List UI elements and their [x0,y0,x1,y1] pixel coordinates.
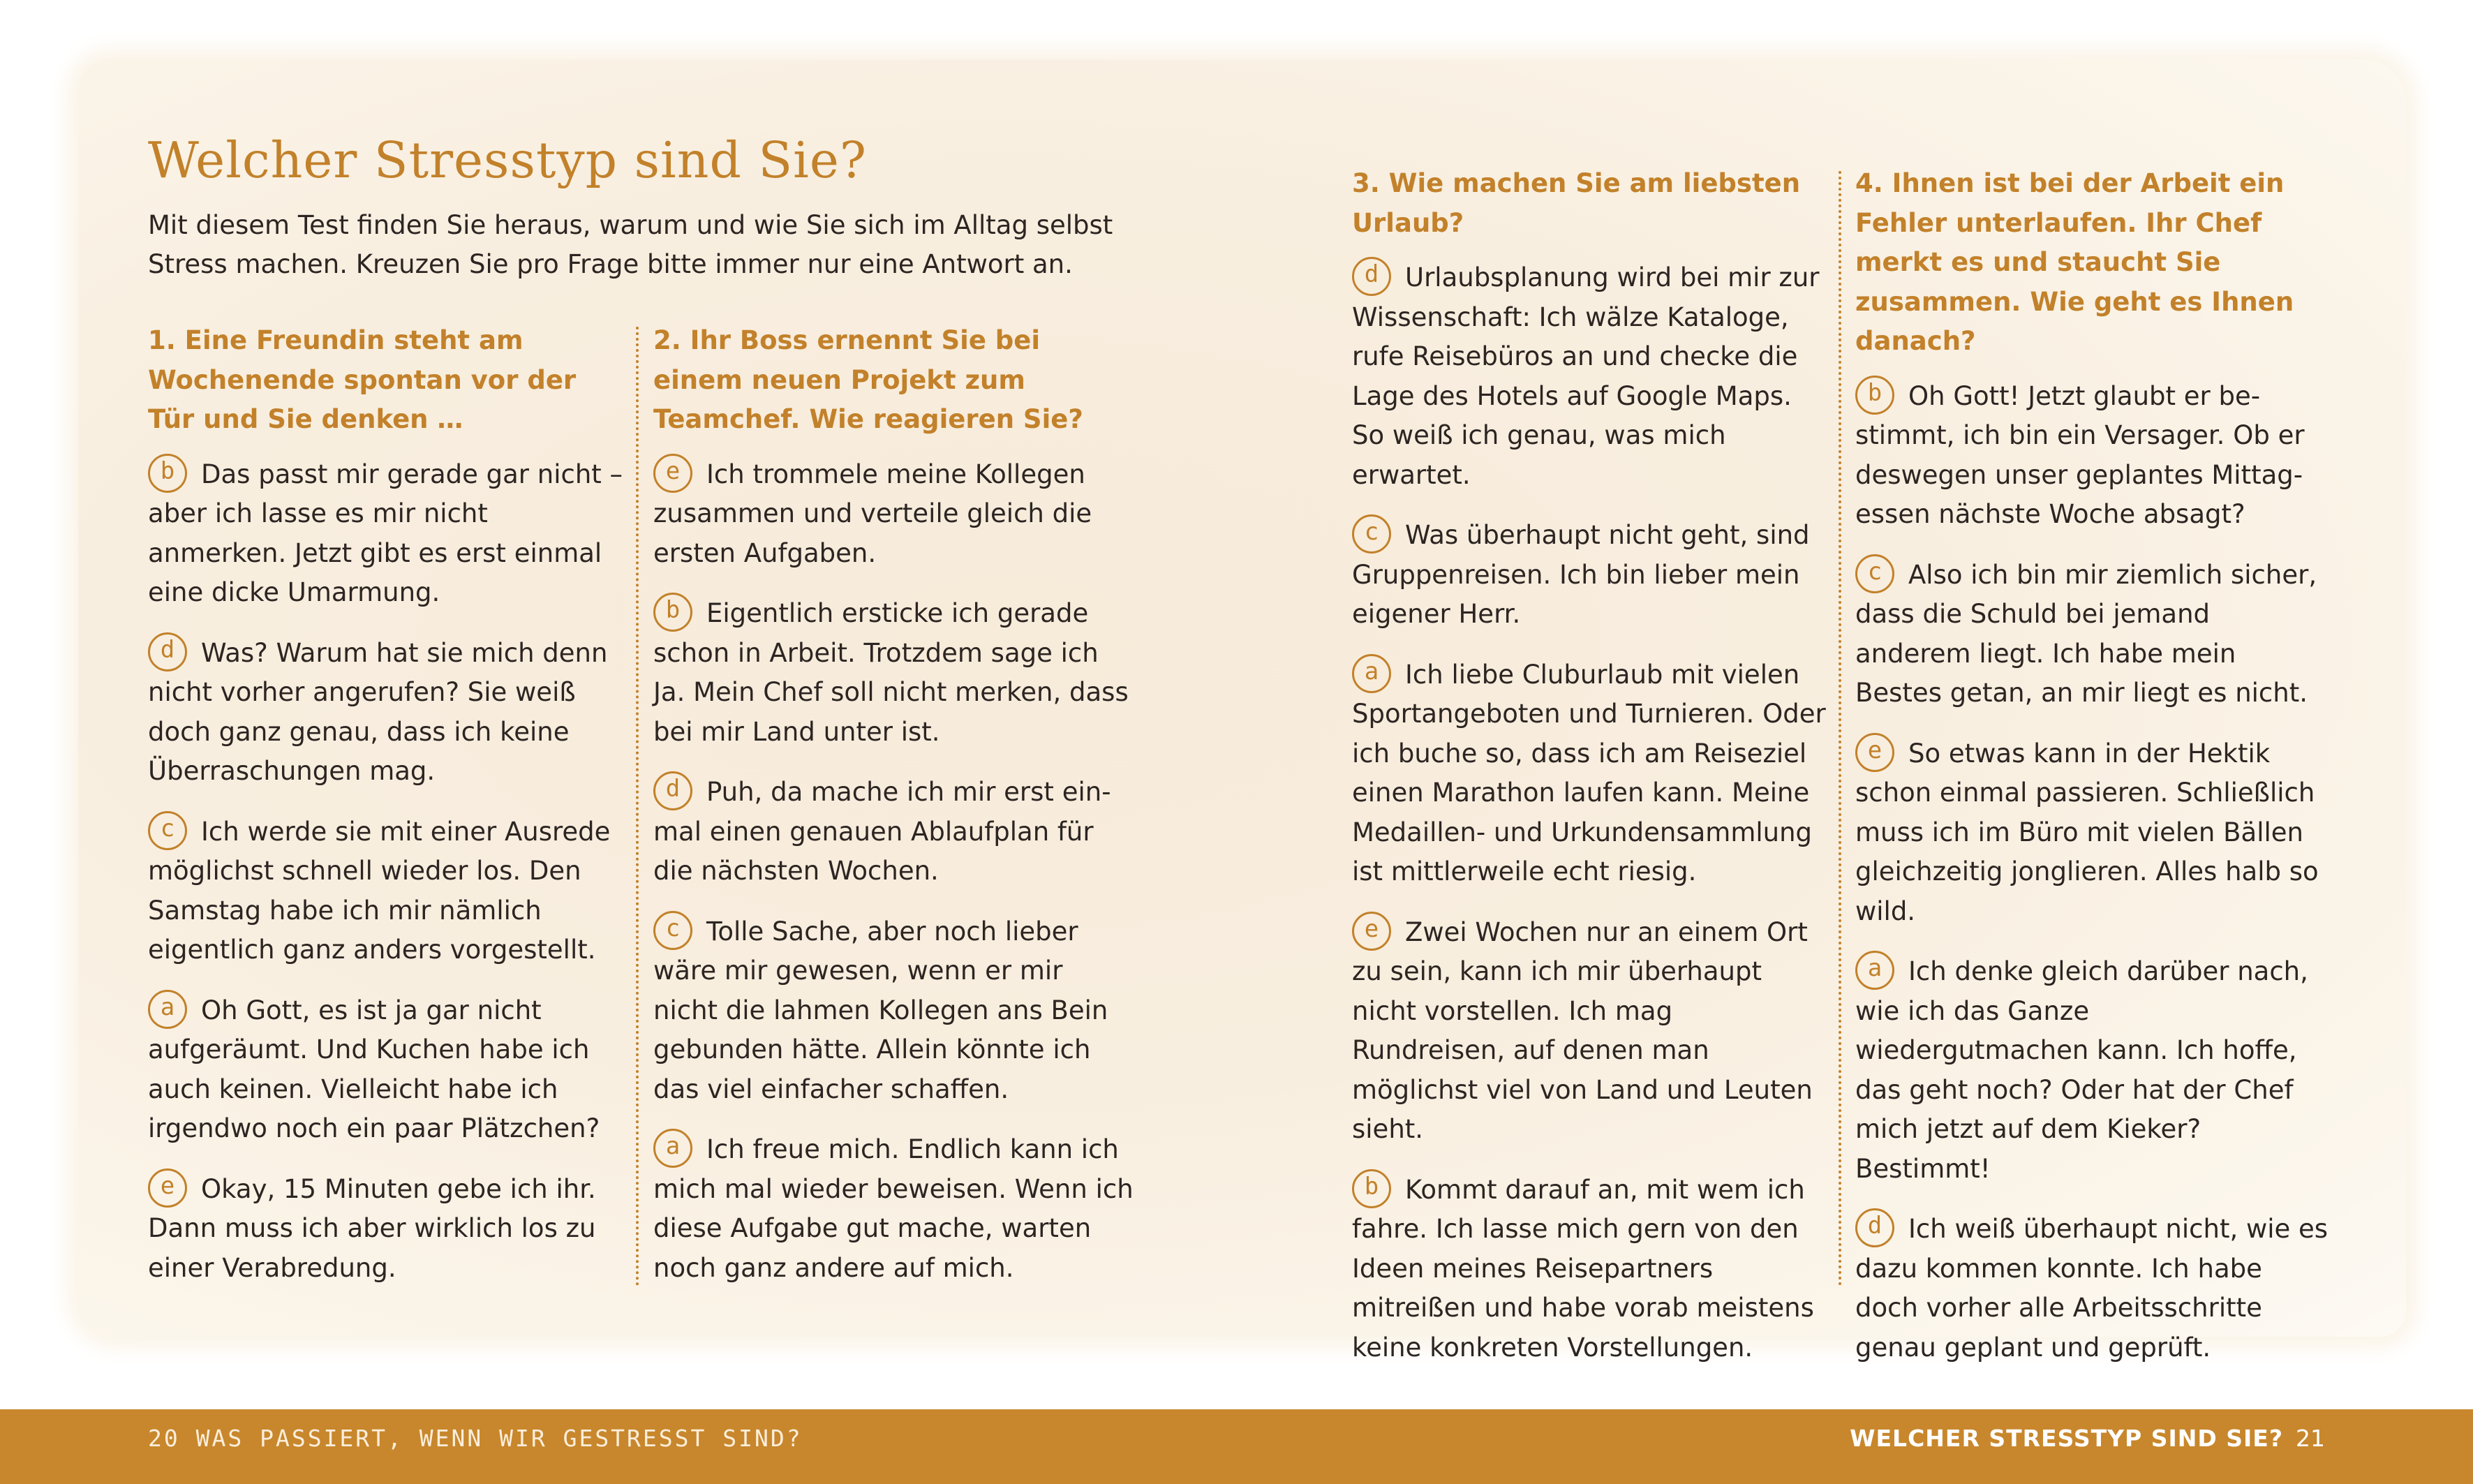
answer-option[interactable] [653,593,1135,752]
answer-option[interactable] [148,811,630,970]
answer-text: Okay, 15 Minuten gebe ich ihr. Dann muss ich aber wirklich los zu einer Verabredung. [148,1173,596,1283]
answer-option[interactable] [1855,1208,2330,1367]
answer-letter-badge: b [148,454,187,493]
answer-option[interactable] [1352,514,1827,635]
answer-text: Ich denke gleich darüber nach, wie ich das Ganze wiedergutmachen kann. Ich hoffe, das geht noch? Oder hat der Chef mich jetzt auf dem Kieker? Bestimmt! [1855,956,2308,1184]
answer-text: Was überhaupt nicht geht, sind Gruppenreisen. Ich bin lieber mein eigener Herr. [1352,520,1810,629]
column-divider [1839,171,1841,1286]
question-block-1 [148,321,630,1307]
answer-letter-badge: e [1855,733,1894,772]
answer-option[interactable] [653,771,1135,891]
footer-right [1850,1409,2325,1467]
answer-text: Das passt mir gerade gar nicht – aber ich lasse es mir nicht anmerken. Jetzt gibt es erst einmal eine dicke Umarmung. [148,459,623,607]
answer-letter-badge: c [653,911,692,950]
answer-option[interactable] [1855,951,2330,1189]
page-title: Welcher Stresstyp sind Sie? [148,131,867,189]
answer-option[interactable] [148,990,630,1149]
answer-option[interactable] [148,1168,630,1289]
intro-text: Mit diesem Test finden Sie heraus, warum und wie Sie sich im Alltag selbst Stress machen. Kreuzen Sie pro Frage bitte immer nur eine Antwort an. [148,210,1113,279]
answer-text: Tolle Sache, aber noch lieber wäre mir gewesen, wenn er mir nicht die lahmen Kollegen ans Bein gebunden hätte. Allein könnte ich das viel einfacher schaffen. [653,916,1108,1104]
question-block-4 [1855,164,2330,1387]
answer-letter-badge: b [653,593,692,632]
answer-letter-badge: c [148,811,187,850]
answer-letter-badge: e [1352,912,1391,951]
answer-option[interactable] [653,454,1135,574]
answer-text: Also ich bin mir ziemlich sicher, dass die Schuld bei jemand anderem liegt. Ich habe mein Bestes getan, an mir liegt es nicht. [1855,559,2317,708]
answer-letter-badge: c [1352,514,1391,554]
answer-text: Urlaubsplanung wird bei mir zur Wissenschaft: Ich wälze Kataloge, rufe Reisebüros an und checke die Lage des Hotels auf Google Maps. So weiß ich genau, was mich erwartet. [1352,262,1820,490]
answer-text: Puh, da mache ich mir erst einmal einen genauen Ablaufplan für die nächsten Wochen. [653,777,1111,886]
footer-left [148,1409,803,1467]
column-divider [636,327,639,1286]
answer-letter-badge: b [1352,1169,1391,1208]
answer-option[interactable] [1855,554,2330,713]
answer-letter-badge: a [653,1129,692,1168]
answer-option[interactable] [1855,733,2330,932]
question-block-3 [1352,164,1827,1387]
answer-option[interactable] [148,632,630,792]
answer-letter-badge: a [1352,654,1391,693]
answer-option[interactable] [1352,257,1827,495]
answer-text: Was? Warum hat sie mich denn nicht vorher angerufen? Sie weiß doch ganz genau, dass ich keine Überraschungen mag. [148,637,608,786]
section-title-left: WAS PASSIERT, WENN WIR GESTRESST SIND? [195,1425,803,1452]
answer-text: Ich trommele meine Kollegen zusammen und verteile gleich die ersten Aufgaben. [653,459,1092,568]
answer-letter-badge: d [148,632,187,671]
question-heading: 4. Ihnen ist bei der Arbeit ein Fehler unterlaufen. Ihr Chef merkt es und staucht Sie zusammen. Wie geht es Ihnen danach? [1855,168,2294,356]
answer-text: Eigentlich ersticke ich gerade schon in Arbeit. Trotzdem sage ich Ja. Mein Chef soll nicht merken, dass bei mir Land unter ist. [653,598,1129,747]
answer-letter-badge: e [653,454,692,493]
answer-letter-badge: d [1352,257,1391,296]
answer-letter-badge: d [653,771,692,810]
answer-text: Oh Gott, es ist ja gar nicht aufgeräumt. Und Kuchen habe ich auch keinen. Vielleicht habe ich irgendwo noch ein paar Plätzchen? [148,995,600,1143]
answer-letter-badge: a [148,990,187,1029]
answer-letter-badge: c [1855,554,1894,593]
answer-letter-badge: d [1855,1208,1894,1247]
answer-text: So etwas kann in der Hektik schon einmal passieren. Schließlich muss ich im Büro mit vielen Bällen gleichzeitig jonglieren. Alles halb so wild. [1855,738,2319,926]
answer-text: Ich weiß überhaupt nicht, wie es dazu kommen konnte. Ich habe doch vorher alle Arbeitsschritte genau geplant und geprüft. [1855,1214,2329,1363]
answer-option[interactable] [653,911,1135,1110]
question-heading: 2. Ihr Boss ernennt Sie bei einem neuen Projekt zum Teamchef. Wie reagieren Sie? [653,325,1083,434]
answer-text: Ich liebe Cluburlaub mit vielen Sportangeboten und Turnieren. Oder ich buche so, dass ich am Reiseziel einen Marathon laufen kann. Meine Medaillen- und Urkundensammlung ist mittlerweile echt riesig. [1352,659,1826,886]
answer-text: Kommt darauf an, mit wem ich fahre. Ich lasse mich gern von den Ideen meines Reisepartners mitreißen und habe vorab meistens keine konkreten Vorstellungen. [1352,1174,1814,1363]
footer-bar [0,1409,2473,1484]
answer-text: Ich freue mich. Endlich kann ich mich mal wieder beweisen. Wenn ich diese Aufgabe gut mache, warten noch ganz andere auf mich. [653,1134,1134,1283]
page-number-left: 20 [148,1425,180,1452]
answer-text: Ich werde sie mit einer Ausrede möglichst schnell wieder los. Den Samstag habe ich mir nämlich eigentlich ganz anders vorgestellt. [148,816,611,965]
answer-letter-badge: e [148,1168,187,1208]
question-heading: 1. Eine Freundin steht am Wochenende spontan vor der Tür und Sie denken … [148,325,577,434]
answer-option[interactable] [1352,654,1827,892]
answer-text: Zwei Wochen nur an einem Ort zu sein, kann ich mir überhaupt nicht vorstellen. Ich mag Rundreisen, auf denen man möglichst viel von Land und Leuten sieht. [1352,917,1813,1144]
section-title-right: WELCHER STRESSTYP SIND SIE? [1850,1425,2283,1452]
question-block-2 [653,321,1135,1307]
answer-text: Oh Gott! Jetzt glaubt er bestimmt, ich bin ein Versager. Ob er deswegen unser geplantes Mittagessen nächste Woche absagt? [1855,380,2305,529]
answer-option[interactable] [1352,1169,1827,1368]
answer-option[interactable] [1352,912,1827,1150]
page-number-right: 21 [2296,1425,2325,1452]
answer-letter-badge: a [1855,951,1894,990]
question-heading: 3. Wie machen Sie am liebsten Urlaub? [1352,168,1801,238]
answer-letter-badge: b [1855,376,1894,415]
answer-option[interactable] [653,1129,1135,1288]
answer-option[interactable] [148,454,630,613]
answer-option[interactable] [1855,376,2330,535]
